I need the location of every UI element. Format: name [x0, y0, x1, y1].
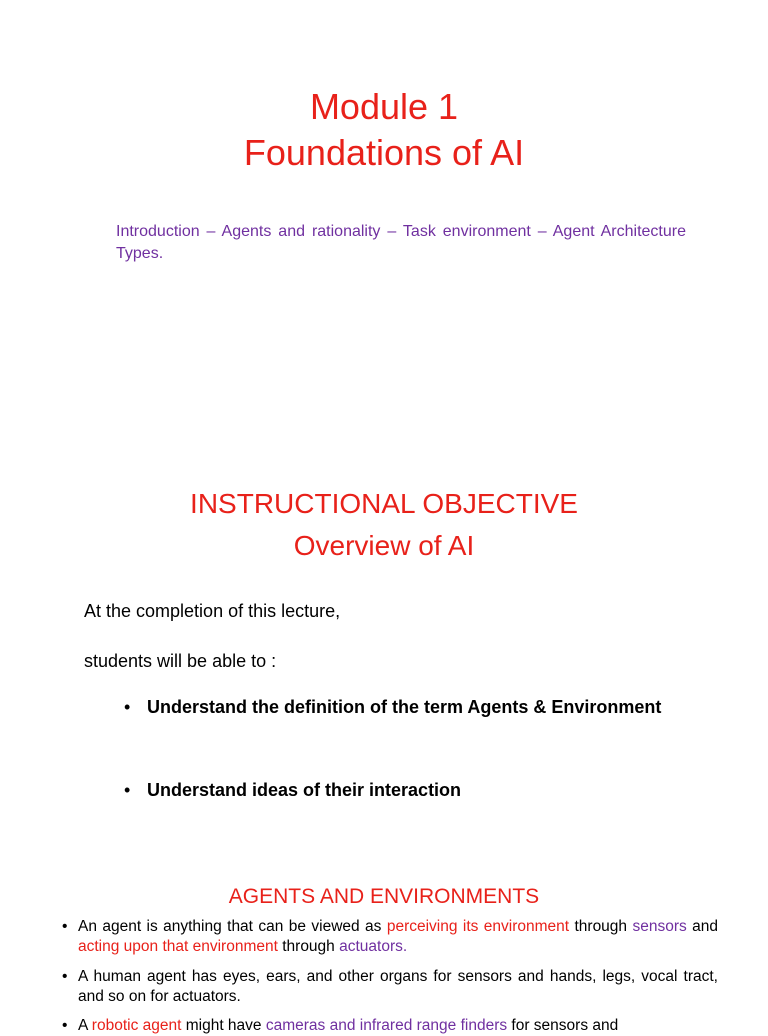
b3-text-1: A — [78, 1017, 92, 1034]
objective-bullet-2: • Understand ideas of their interaction — [124, 771, 708, 810]
objective-intro-line1: At the completion of this lecture, — [84, 601, 341, 621]
objective-list — [124, 688, 708, 727]
b1-sensors: sensors — [632, 918, 687, 935]
module-title-line2: Foundations of AI — [243, 132, 525, 173]
b1-text-5: and — [686, 918, 718, 935]
objective-intro-line2: students will be able to : — [84, 651, 277, 671]
objective-title-line2: Overview of AI — [293, 530, 475, 561]
objective-title-line1: INSTRUCTIONAL OBJECTIVE — [190, 488, 578, 519]
b1-text-7: through — [277, 938, 340, 955]
b3-cameras: cameras and infrared range finders — [265, 1017, 508, 1034]
module-title-line1: Module 1 — [309, 86, 459, 127]
agents-title: AGENTS AND ENVIRONMENTS — [228, 885, 540, 908]
b3-text-5: for sensors and — [507, 1017, 619, 1034]
agents-list-2 — [62, 967, 718, 1007]
slide-module-title — [0, 0, 768, 440]
agents-bullet-2: • A human agent has eyes, ears, and other organs for sensors and hands, legs, vocal tract, and so on for actuators. — [62, 967, 718, 1007]
agents-bullet-1 — [62, 917, 718, 957]
agents-bullet-3 — [62, 1016, 718, 1036]
objective-bullet-1: • Understand the definition of the term Agents & Environment — [124, 688, 708, 727]
objective-list-2 — [124, 771, 708, 810]
agents-list — [62, 917, 718, 957]
b3-robotic-agent: robotic agent — [91, 1017, 182, 1034]
slide-agents-environments — [0, 850, 768, 1034]
b1-text-3: through — [569, 918, 633, 935]
b3-text-3: might have — [181, 1017, 266, 1034]
agents-list-3 — [62, 1016, 718, 1036]
objective-title — [0, 483, 768, 567]
b1-actuators: actuators. — [339, 938, 408, 955]
slide-instructional-objective — [0, 440, 768, 850]
module-title — [0, 84, 768, 176]
module-topics: Introduction – Agents and rationality – Task environment – Agent Architecture Types. — [116, 223, 686, 262]
b1-acting: acting upon that environment — [78, 938, 278, 955]
b1-text-1: An agent is anything that can be viewed as — [78, 918, 387, 935]
b1-perceiving: perceiving its environment — [386, 918, 570, 935]
